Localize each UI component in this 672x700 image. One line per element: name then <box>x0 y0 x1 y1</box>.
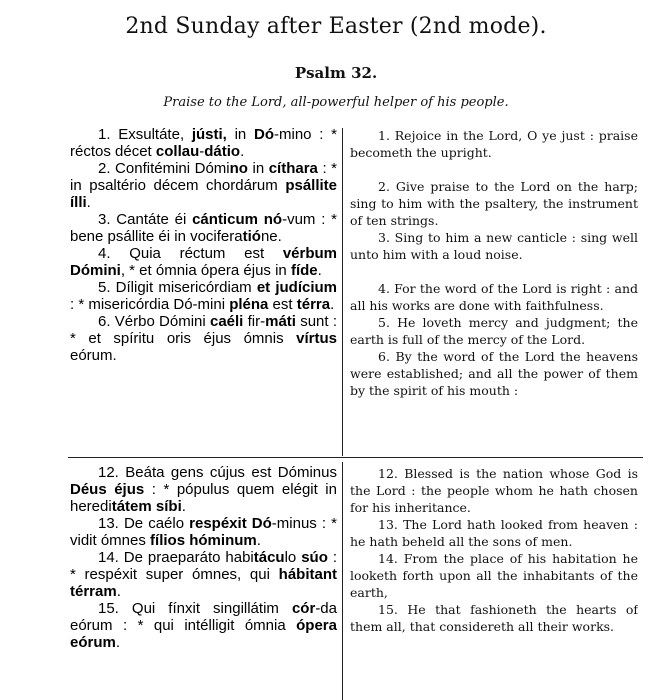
english-verse-12: 12. Blessed is the nation whose God is the Lord : the people whom he hath chosen for his inheritance. <box>350 466 638 515</box>
latin-verse-14 <box>70 549 337 600</box>
bottom-latin-column <box>70 464 337 700</box>
accent-syllable: cór <box>291 600 316 617</box>
accent-syllable: súo <box>301 549 328 566</box>
accent-syllable: máti <box>265 313 296 330</box>
verse-text: fir- <box>243 313 266 330</box>
english-verse-1: 1. Rejoice in the Lord, O ye just : praise becometh the upright. <box>350 128 638 160</box>
accent-syllable: ópera <box>296 617 337 634</box>
verse-text: in <box>247 160 269 177</box>
verse-text: . <box>330 296 335 313</box>
accent-syllable: jústi, <box>191 126 227 143</box>
verse-text: -da eórum : * qui intélligit ómnia <box>70 600 337 634</box>
english-verse-15: 15. He that fashioneth the hearts of them all, that considereth all their works. <box>350 602 638 634</box>
accent-syllable: cánticum <box>192 211 258 228</box>
verse-text: - <box>199 143 205 160</box>
verse-text: 15. Qui fínxit singillátim <box>98 600 292 617</box>
verse-text: : * misericórdia Dó-mini <box>70 296 230 313</box>
verse-text: 13. De caélo <box>98 515 190 532</box>
english-verse-2: 2. Give praise to the Lord on the harp; sing to him with the psaltery, the instrument of ten strings. <box>350 179 638 228</box>
accent-syllable: no <box>229 160 248 177</box>
verse-text: , * et ómnia ópera éjus in <box>120 262 291 279</box>
verse-text: 3. Cantáte éi <box>98 211 193 228</box>
accent-syllable: collau <box>155 143 200 160</box>
accent-syllable: tió <box>242 228 261 245</box>
verse-text: 14. De praeparáto habi <box>98 549 254 566</box>
verse-text: 4. Quia réctum est <box>98 245 283 262</box>
top-english-column <box>350 127 638 457</box>
verse-text: eórum. <box>70 347 117 364</box>
verse-text: est <box>268 296 297 313</box>
page-title: 2nd Sunday after Easter (2nd mode). <box>125 14 547 39</box>
latin-verse-5 <box>70 279 337 313</box>
verse-text: 1. Exsultáte, <box>98 126 192 143</box>
psalm-subtitle: Praise to the Lord, all-powerful helper of his people. <box>163 95 509 110</box>
accent-syllable: síbi <box>155 498 182 515</box>
english-verse-4: 4. For the word of the Lord is right : and all his works are done with faithfulness. <box>350 281 638 313</box>
accent-syllable: judícium <box>275 279 337 296</box>
accent-syllable: tácu <box>253 549 285 566</box>
accent-syllable: vírtus <box>296 330 337 347</box>
verse-text: . <box>317 262 322 279</box>
bottom-english-column <box>350 465 638 700</box>
latin-verse-12 <box>70 464 337 515</box>
psalm-heading: Psalm 32. <box>294 64 378 82</box>
accent-syllable: tátem <box>111 498 152 515</box>
latin-verse-1 <box>70 126 337 160</box>
section-divider <box>68 457 643 458</box>
verse-text: -vum : * bene psállite éi in vocifera <box>70 211 337 245</box>
verse-text: ne. <box>260 228 282 245</box>
verse-text: -mino : * réctos décet <box>70 126 337 160</box>
accent-syllable: fílios <box>150 532 186 549</box>
accent-syllable: dátio <box>204 143 241 160</box>
accent-syllable: Dó <box>251 515 272 532</box>
english-verse-14: 14. From the place of his habitation he looketh forth upon all the inhabitants of the earth, <box>350 551 638 600</box>
verse-text: 2. Confitémini Dómi <box>98 160 230 177</box>
latin-verse-4 <box>70 245 337 279</box>
verse-text: . <box>240 143 245 160</box>
verse-text: lo <box>284 549 302 566</box>
accent-syllable: Déus <box>70 481 107 498</box>
accent-syllable: Dómini <box>70 262 121 279</box>
verse-text: 5. Díligit misericórdiam <box>98 279 257 296</box>
accent-syllable: psállite <box>285 177 337 194</box>
latin-verse-6 <box>70 313 337 364</box>
verse-text: in <box>226 126 254 143</box>
accent-syllable: hóminum <box>189 532 257 549</box>
english-verse-3: 3. Sing to him a new canticle : sing well unto him with a loud noise. <box>350 230 638 262</box>
english-verse-13: 13. The Lord hath looked from heaven : he hath beheld all the sons of men. <box>350 517 638 549</box>
accent-syllable: et <box>256 279 271 296</box>
verse-text: . <box>86 194 91 211</box>
accent-syllable: nó <box>263 211 283 228</box>
latin-verse-13 <box>70 515 337 549</box>
latin-verse-3 <box>70 211 337 245</box>
accent-syllable: cíthara <box>268 160 318 177</box>
verse-text: : * respéxit super ómnes, qui <box>70 549 337 583</box>
accent-syllable: Dó <box>254 126 274 143</box>
verse-text: 12. Beáta gens cújus est Dóminus <box>98 464 337 481</box>
english-verse-6: 6. By the word of the Lord the heavens were established; and all the power of them by the spirit of his mouth : <box>350 349 638 398</box>
verse-text: . <box>116 583 121 600</box>
verse-text: . <box>256 532 261 549</box>
verse-text: . <box>181 498 186 515</box>
verse-text: 6. Vérbo Dómini <box>98 313 210 330</box>
accent-syllable: respéxit <box>189 515 247 532</box>
verse-text: . <box>115 634 121 651</box>
accent-syllable: ílli <box>70 194 87 211</box>
bottom-column-divider <box>342 462 343 700</box>
latin-verse-15 <box>70 600 337 651</box>
english-verse-5: 5. He loveth mercy and judgment; the earth is full of the mercy of the Lord. <box>350 315 638 347</box>
latin-verse-2 <box>70 160 337 211</box>
accent-syllable: térram <box>70 583 117 600</box>
accent-syllable: pléna <box>229 296 269 313</box>
accent-syllable: eórum <box>70 634 116 651</box>
top-latin-column <box>70 126 337 456</box>
verse-text: sunt : * et spíritu oris éjus ómnis <box>70 313 337 347</box>
verse-text: : * pópulus quem elégit in heredi <box>70 481 337 515</box>
accent-syllable: vérbum <box>282 245 337 262</box>
top-column-divider <box>342 128 343 456</box>
verse-text: : * in psaltério décem chordárum <box>70 160 337 194</box>
accent-syllable: térra <box>296 296 331 313</box>
accent-syllable: fíde <box>290 262 318 279</box>
accent-syllable: caéli <box>209 313 244 330</box>
verse-text: -minus : * vidit ómnes <box>70 515 337 549</box>
accent-syllable: hábitant <box>278 566 337 583</box>
accent-syllable: éjus <box>114 481 145 498</box>
